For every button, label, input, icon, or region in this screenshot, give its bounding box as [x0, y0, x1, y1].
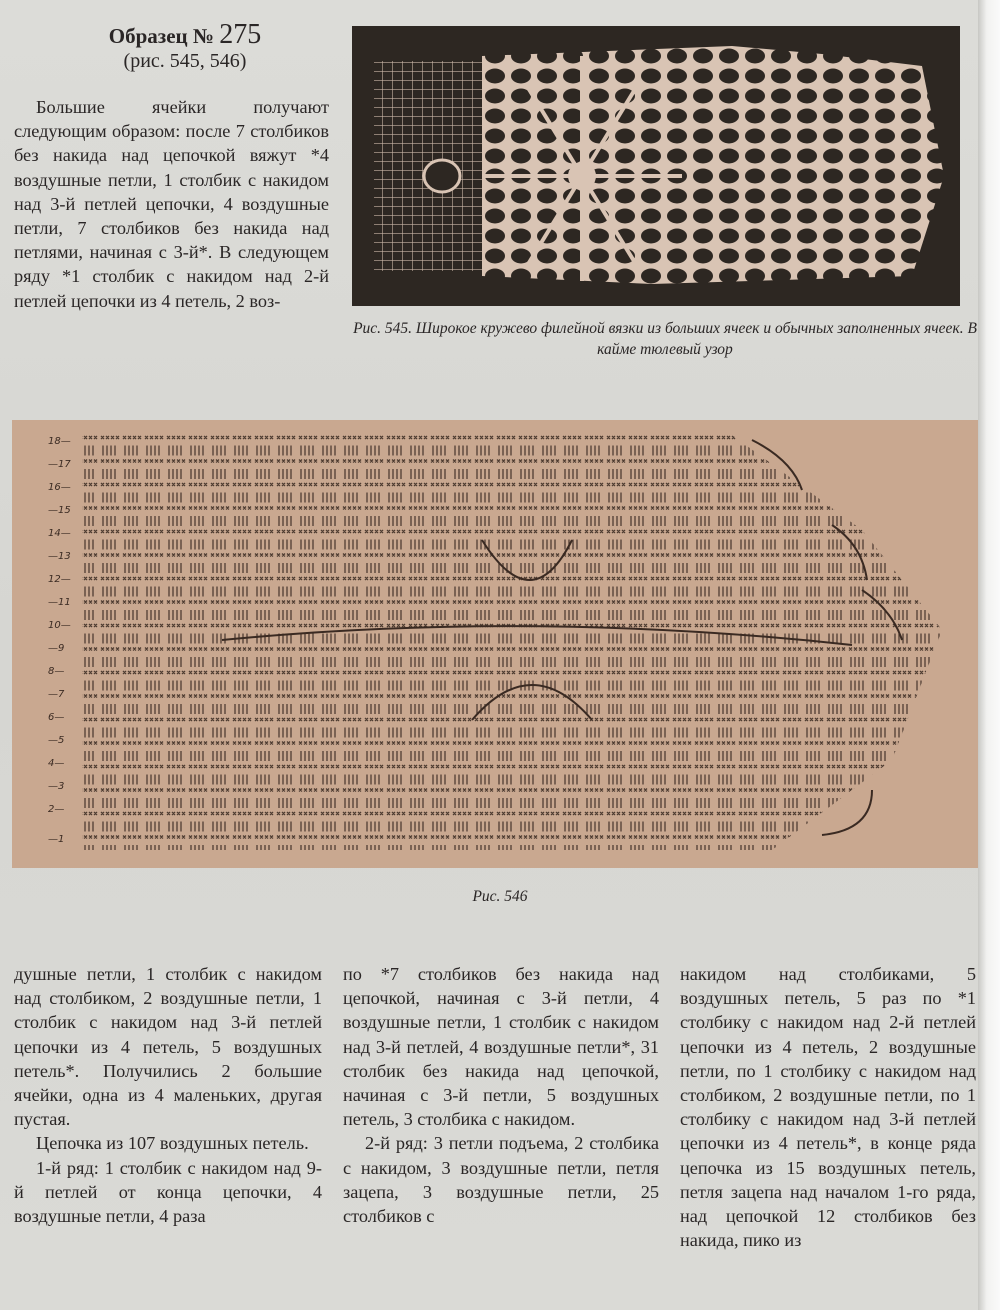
row-label: 6— [48, 712, 65, 723]
row-label: 18— [48, 436, 71, 447]
row-label: 16— [48, 482, 71, 493]
row-label: —13 [48, 551, 71, 562]
row-label: —15 [48, 505, 71, 516]
row-label: 12— [48, 574, 71, 585]
figure-546-caption: Рис. 546 [472, 888, 528, 905]
row-label: 4— [48, 758, 65, 769]
crochet-chart-symbols [12, 420, 978, 868]
row-label: —7 [48, 689, 65, 700]
row-label: —1 [48, 834, 65, 845]
intro-column [14, 95, 329, 313]
text-column-3 [680, 962, 976, 1252]
intro-paragraph: Большие ячейки получают следующим образом: после 7 столбиков без накида над цепочкой вяжут *4 воздушные петли, 1 столбик с накидом над 3-й петлей цепочки, 4 воздушные петли, 7 столбиков без накида над петлями, начиная с 3-й*. В следующем ряду *1 столбик с накидом над 2-й петлей цепочки из 4 петель, 2 воз- [14, 97, 329, 311]
row-label: —5 [48, 735, 65, 746]
row-label: —9 [48, 643, 65, 654]
lace-photo-image [352, 26, 960, 306]
figures-reference: (рис. 545, 546) [123, 50, 247, 72]
figure-545-caption: Рис. 545. Широкое кружево филейной вязки из больших ячеек и обычных заполненных ячеек. В кайме тюлевый узор [353, 320, 977, 358]
row-label: —17 [48, 459, 71, 470]
paragraph: Цепочка из 107 воздушных петель. [36, 1133, 309, 1154]
text-column-1 [14, 962, 322, 1228]
paragraph: душные петли, 1 столбик с накидом над столбиком, 2 воздушные петли, 1 столбик с накидом над 3-й петлей цепочки из 4 петель, 5 воздушных петель*. Получились 2 большие ячейки, одна из 4 маленьких, другая пустая. [14, 964, 322, 1130]
pattern-heading [60, 19, 310, 73]
page-edge [978, 0, 1000, 1310]
paragraph: 1-й ряд: 1 столбик с накидом над 9-й петлей от конца цепочки, 4 воздушные петли, 4 раза [14, 1157, 322, 1227]
row-label: —11 [48, 597, 71, 608]
crochet-chart-figure-546 [12, 420, 978, 868]
lace-photo-figure-545 [352, 26, 960, 306]
row-label: 10— [48, 620, 71, 631]
title-prefix: Образец № [108, 24, 214, 48]
row-label: 2— [48, 804, 65, 815]
row-label: —3 [48, 781, 65, 792]
row-label: 8— [48, 666, 65, 677]
paragraph: накидом над столбиками, 5 воздушных петель, 5 раз по *1 столбику с накидом над 2-й петлей цепочки из 4 петель, 2 воздушные петли, по 1 столбику с накидом над столбиком, 2 воздушные петли, по 1 столбику с накидом над 3-й петлей цепочки из 4 петель*, в конце ряда цепочка из 15 воздушных петель, петля зацепа над началом 1-го ряда, над цепочкой 12 столбиков без накида, пико из [680, 964, 976, 1251]
paragraph: по *7 столбиков без накида над цепочкой, начиная с 3-й петли, 4 воздушные петли, 1 столбик с накидом над 3-й петлей, 4 воздушные петли*, 31 столбик без накида над цепочкой, начиная с 3-й петли, 5 воздушных петель, 3 столбика с накидом. [343, 964, 659, 1130]
text-column-2 [343, 962, 659, 1228]
row-label: 14— [48, 528, 71, 539]
paragraph: 2-й ряд: 3 петли подъема, 2 столбика с накидом, 3 воздушные петли, петля зацепа, 3 воздушные петли, 25 столбиков с [343, 1133, 659, 1227]
pattern-title [60, 19, 310, 50]
pattern-number: 275 [219, 19, 262, 50]
